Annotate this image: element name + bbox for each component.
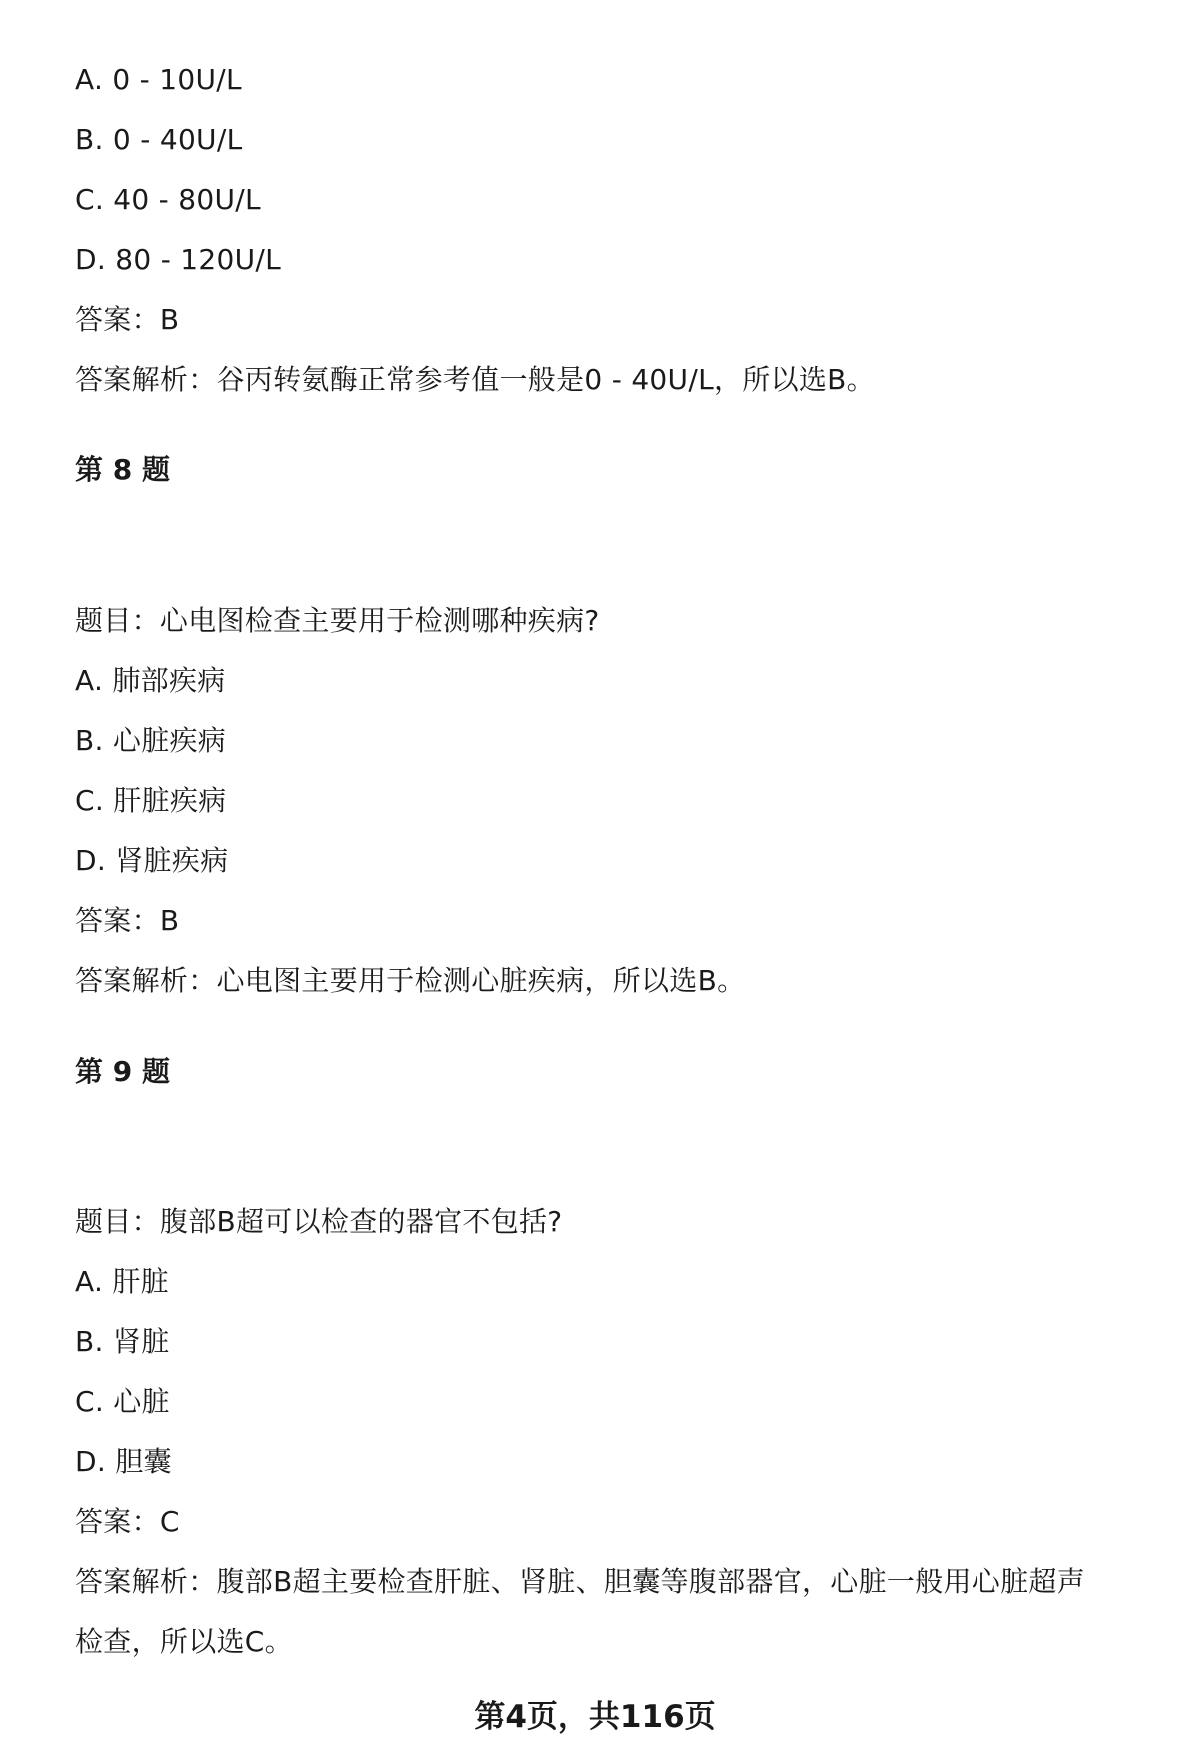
answer-explanation-continued: 检查，所以选C。 bbox=[75, 1625, 293, 1658]
option-a: A. 肝脏 bbox=[75, 1265, 169, 1298]
question-stem-9: 题目：腹部B超可以检查的器官不包括? bbox=[75, 1205, 563, 1238]
option-b: B. 肾脏 bbox=[75, 1325, 170, 1358]
answer: 答案：B bbox=[75, 303, 180, 336]
option-d: D. 胆囊 bbox=[75, 1445, 172, 1478]
option-d: D. 80 - 120U/L bbox=[75, 243, 282, 276]
option-c: C. 心脏 bbox=[75, 1385, 170, 1418]
option-d: D. 肾脏疾病 bbox=[75, 844, 229, 877]
option-b: B. 心脏疾病 bbox=[75, 724, 227, 757]
page-number-footer: 第4页，共116页 bbox=[474, 1699, 716, 1735]
option-c: C. 40 - 80U/L bbox=[75, 183, 261, 216]
answer-explanation: 答案解析：腹部B超主要检查肝脏、肾脏、胆囊等腹部器官，心脏一般用心脏超声 bbox=[75, 1565, 1086, 1598]
question-heading-8: 第 8 题 bbox=[75, 453, 170, 486]
option-c: C. 肝脏疾病 bbox=[75, 784, 227, 817]
question-heading-9: 第 9 题 bbox=[75, 1055, 170, 1088]
question-stem-8: 题目：心电图检查主要用于检测哪种疾病? bbox=[75, 604, 600, 637]
option-a: A. 肺部疾病 bbox=[75, 664, 226, 697]
answer-explanation: 答案解析：心电图主要用于检测心脏疾病，所以选B。 bbox=[75, 964, 746, 997]
answer: 答案：B bbox=[75, 904, 180, 937]
answer-explanation: 答案解析：谷丙转氨酶正常参考值一般是0 - 40U/L，所以选B。 bbox=[75, 363, 875, 396]
option-b: B. 0 - 40U/L bbox=[75, 123, 243, 156]
option-a: A. 0 - 10U/L bbox=[75, 63, 242, 96]
answer: 答案：C bbox=[75, 1505, 180, 1538]
